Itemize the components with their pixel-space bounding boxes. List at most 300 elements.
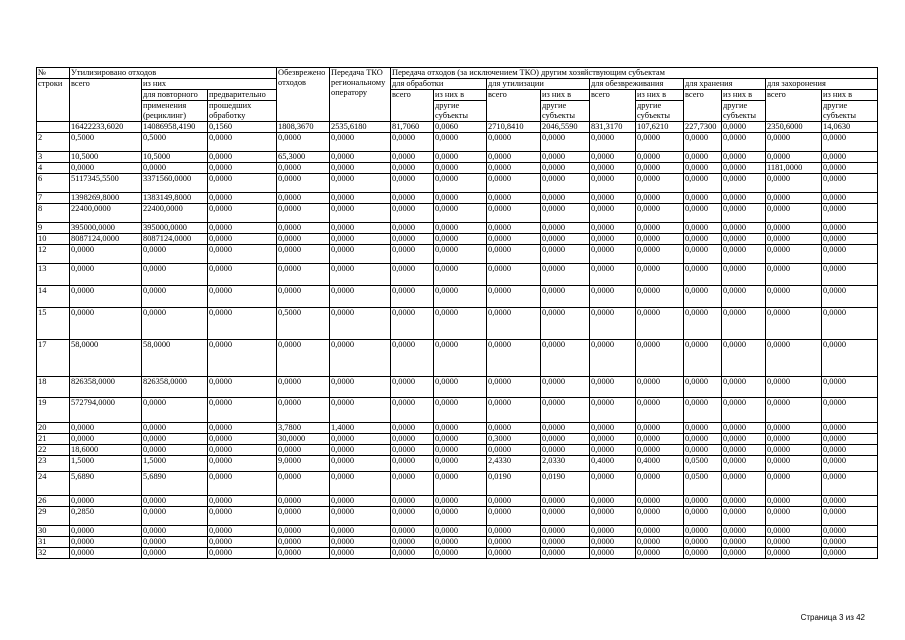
table-cell: 0,0000 xyxy=(142,163,208,174)
waste-table xyxy=(36,67,878,559)
table-cell: 0,0000 xyxy=(766,133,822,152)
table-cell: 0,0000 xyxy=(541,174,590,193)
header-sub-other-line3: субъекты xyxy=(823,111,857,120)
table-cell: 0,0000 xyxy=(70,245,142,264)
table-cell: 0,0190 xyxy=(541,472,590,496)
table-cell: 0,0000 xyxy=(541,133,590,152)
table-cell: 0,0000 xyxy=(684,445,722,456)
table-row xyxy=(37,286,878,308)
table-cell: 0,0000 xyxy=(684,496,722,507)
table-cell: 0,0000 xyxy=(722,507,766,526)
table-cell: 0,0000 xyxy=(822,223,878,234)
table-cell: 0,0000 xyxy=(277,174,330,193)
table-cell: 0,0000 xyxy=(208,445,277,456)
row-number: 32 xyxy=(37,548,70,559)
row-number: 21 xyxy=(37,434,70,445)
table-cell: 0,0000 xyxy=(541,434,590,445)
table-cell: 0,0000 xyxy=(208,193,277,204)
table-cell: 0,0000 xyxy=(822,526,878,537)
table-cell: 0,0000 xyxy=(684,434,722,445)
header-pre-line3: обработку xyxy=(209,111,246,120)
table-row xyxy=(37,507,878,526)
header-util-total: всего xyxy=(70,79,142,122)
table-cell: 2046,5590 xyxy=(541,122,590,133)
table-cell: 0,0000 xyxy=(277,537,330,548)
row-number: 31 xyxy=(37,537,70,548)
table-cell: 0,0000 xyxy=(541,193,590,204)
table-cell: 0,0000 xyxy=(208,234,277,245)
table-cell: 22400,0000 xyxy=(70,204,142,223)
table-cell: 0,4000 xyxy=(590,456,636,472)
table-row xyxy=(37,308,878,340)
row-number: 30 xyxy=(37,526,70,537)
table-cell: 0,0000 xyxy=(822,496,878,507)
table-cell: 0,0000 xyxy=(434,193,487,204)
table-cell: 0,0000 xyxy=(208,423,277,434)
table-cell: 0,0000 xyxy=(636,152,684,163)
table-row xyxy=(37,377,878,398)
header-recycle-line2: применения xyxy=(143,101,187,110)
table-cell: 0,0000 xyxy=(722,537,766,548)
table-cell: 0,0000 xyxy=(590,286,636,308)
table-cell: 0,0000 xyxy=(391,472,434,496)
table-cell: 0,0000 xyxy=(590,472,636,496)
table-cell: 0,0000 xyxy=(590,174,636,193)
table-cell: 0,0000 xyxy=(391,398,434,423)
table-cell: 0,0000 xyxy=(590,445,636,456)
table-cell: 826358,0000 xyxy=(70,377,142,398)
header-tko-line1: Передача ТКО xyxy=(331,68,383,77)
table-cell: 0,0000 xyxy=(636,507,684,526)
row-number: 23 xyxy=(37,456,70,472)
table-cell: 0,0000 xyxy=(684,234,722,245)
table-row xyxy=(37,245,878,264)
table-cell: 1,4000 xyxy=(330,423,391,434)
table-cell: 0,0000 xyxy=(277,245,330,264)
table-cell: 0,0000 xyxy=(541,423,590,434)
row-number: 14 xyxy=(37,286,70,308)
table-cell: 0,0000 xyxy=(142,537,208,548)
table-cell: 0,0000 xyxy=(277,496,330,507)
table-cell: 0,0000 xyxy=(684,377,722,398)
table-cell: 0,0000 xyxy=(590,537,636,548)
table-cell: 107,6210 xyxy=(636,122,684,133)
table-cell: 0,0000 xyxy=(142,264,208,286)
table-cell: 0,0000 xyxy=(822,264,878,286)
table-cell: 0,0000 xyxy=(766,286,822,308)
table-cell: 0,0000 xyxy=(208,537,277,548)
table-row xyxy=(37,496,878,507)
table-cell: 0,0000 xyxy=(330,163,391,174)
table-cell: 0,0000 xyxy=(822,193,878,204)
table-cell: 0,0000 xyxy=(391,308,434,340)
header-obez: Обезврежено отходов xyxy=(277,68,330,122)
table-row xyxy=(37,122,878,133)
table-cell: 9,0000 xyxy=(277,456,330,472)
header-tko xyxy=(330,68,391,122)
table-cell: 2535,6180 xyxy=(330,122,391,133)
table-cell: 0,0000 xyxy=(391,548,434,559)
table-cell: 0,0000 xyxy=(766,526,822,537)
table-cell: 2,0330 xyxy=(541,456,590,472)
table-cell: 0,0000 xyxy=(330,526,391,537)
table-cell: 0,0060 xyxy=(434,122,487,133)
table-cell: 0,0000 xyxy=(142,526,208,537)
table-cell: 0,0000 xyxy=(636,398,684,423)
table-cell: 0,0000 xyxy=(330,377,391,398)
table-cell: 0,0000 xyxy=(208,496,277,507)
row-number: 18 xyxy=(37,377,70,398)
table-cell: 0,0000 xyxy=(391,537,434,548)
table-cell: 0,0000 xyxy=(70,264,142,286)
table-cell: 0,0000 xyxy=(822,537,878,548)
table-cell: 0,0000 xyxy=(277,472,330,496)
table-cell: 0,0000 xyxy=(636,264,684,286)
table-row xyxy=(37,537,878,548)
table-cell: 0,0000 xyxy=(590,423,636,434)
table-cell: 0,0000 xyxy=(822,398,878,423)
table-cell: 826358,0000 xyxy=(142,377,208,398)
table-cell: 0,0000 xyxy=(822,445,878,456)
table-cell: 0,0000 xyxy=(330,133,391,152)
table-cell: 0,0000 xyxy=(391,193,434,204)
table-cell: 0,0000 xyxy=(684,286,722,308)
table-cell: 0,0000 xyxy=(487,264,541,286)
table-cell: 81,7060 xyxy=(391,122,434,133)
table-cell: 0,0000 xyxy=(391,423,434,434)
table-cell: 0,0000 xyxy=(330,264,391,286)
table-cell: 0,0000 xyxy=(684,423,722,434)
row-number: 24 xyxy=(37,472,70,496)
table-cell: 0,0000 xyxy=(487,377,541,398)
table-cell: 0,0000 xyxy=(766,434,822,445)
table-cell: 0,0000 xyxy=(434,445,487,456)
table-cell: 0,0000 xyxy=(208,152,277,163)
table-cell: 0,0000 xyxy=(208,245,277,264)
table-cell: 0,0000 xyxy=(277,445,330,456)
header-sub-total: всего xyxy=(684,90,722,122)
table-cell: 0,0000 xyxy=(277,548,330,559)
table-cell: 0,0000 xyxy=(434,548,487,559)
table-cell: 8087124,0000 xyxy=(70,234,142,245)
table-cell: 0,0000 xyxy=(487,223,541,234)
table-cell: 0,0000 xyxy=(590,193,636,204)
table-cell: 0,0000 xyxy=(208,204,277,223)
table-cell: 0,0000 xyxy=(434,434,487,445)
table-cell: 0,0000 xyxy=(330,204,391,223)
table-cell: 0,0000 xyxy=(684,340,722,377)
table-cell: 0,0000 xyxy=(391,204,434,223)
table-cell: 0,0000 xyxy=(487,234,541,245)
table-cell: 0,0000 xyxy=(766,377,822,398)
table-cell: 0,0000 xyxy=(277,526,330,537)
table-cell: 0,0000 xyxy=(636,496,684,507)
table-cell: 0,0000 xyxy=(330,398,391,423)
table-cell: 0,0000 xyxy=(636,193,684,204)
table-cell: 0,0000 xyxy=(487,507,541,526)
table-cell: 0,0000 xyxy=(766,496,822,507)
table-cell: 0,0000 xyxy=(722,174,766,193)
table-cell: 58,0000 xyxy=(70,340,142,377)
table-cell: 831,3170 xyxy=(590,122,636,133)
table-cell: 0,0000 xyxy=(434,398,487,423)
table-row xyxy=(37,456,878,472)
table-cell: 0,0000 xyxy=(434,264,487,286)
table-cell: 65,3000 xyxy=(277,152,330,163)
header-sub-other-line2: другие xyxy=(637,101,662,110)
table-cell: 0,0000 xyxy=(684,204,722,223)
table-cell: 0,0000 xyxy=(391,434,434,445)
table-cell: 0,0000 xyxy=(722,245,766,264)
table-cell: 0,0000 xyxy=(822,472,878,496)
table-cell: 0,0000 xyxy=(391,245,434,264)
table-cell: 0,0000 xyxy=(766,548,822,559)
table-cell: 0,0000 xyxy=(277,133,330,152)
table-cell: 0,0000 xyxy=(277,234,330,245)
table-cell: 0,0000 xyxy=(70,163,142,174)
header-sub-other-line2: другие xyxy=(542,101,567,110)
table-cell: 16422233,6020 xyxy=(70,122,142,133)
table-cell: 0,0000 xyxy=(70,526,142,537)
header-group-obr: для обработки xyxy=(391,79,487,90)
table-cell: 0,0000 xyxy=(487,537,541,548)
table-cell: 0,0000 xyxy=(766,398,822,423)
table-cell: 0,0000 xyxy=(636,286,684,308)
table-cell: 0,0000 xyxy=(391,174,434,193)
table-cell: 0,0000 xyxy=(684,264,722,286)
table-cell: 5117345,5500 xyxy=(70,174,142,193)
table-row xyxy=(37,340,878,377)
table-cell: 0,0000 xyxy=(487,174,541,193)
table-cell: 0,0000 xyxy=(684,152,722,163)
table-cell: 0,0000 xyxy=(590,496,636,507)
table-cell: 0,5000 xyxy=(70,133,142,152)
table-cell: 0,0000 xyxy=(330,472,391,496)
table-cell: 0,0000 xyxy=(391,507,434,526)
table-cell: 0,4000 xyxy=(636,456,684,472)
row-number: 29 xyxy=(37,507,70,526)
table-cell: 0,0000 xyxy=(434,340,487,377)
table-row xyxy=(37,234,878,245)
row-number: 3 xyxy=(37,152,70,163)
table-cell: 0,0000 xyxy=(636,340,684,377)
table-cell: 2,4330 xyxy=(487,456,541,472)
table-cell: 0,0000 xyxy=(766,456,822,472)
table-cell: 0,0000 xyxy=(822,234,878,245)
table-cell: 0,0000 xyxy=(636,174,684,193)
table-cell: 0,0000 xyxy=(330,174,391,193)
table-cell: 0,0000 xyxy=(330,548,391,559)
table-cell: 0,0000 xyxy=(541,163,590,174)
table-cell: 0,0000 xyxy=(636,434,684,445)
table-cell: 0,0000 xyxy=(722,264,766,286)
table-cell: 0,1560 xyxy=(208,122,277,133)
table-cell: 0,0000 xyxy=(636,537,684,548)
table-cell: 0,0000 xyxy=(684,223,722,234)
table-cell: 0,0000 xyxy=(208,398,277,423)
table-row xyxy=(37,398,878,423)
table-cell: 0,0000 xyxy=(330,507,391,526)
row-number: 26 xyxy=(37,496,70,507)
header-transfer: Передача отходов (за исключением ТКО) другим хозяйствующим субъектам xyxy=(391,68,878,79)
row-number: 15 xyxy=(37,308,70,340)
table-cell: 0,0000 xyxy=(330,152,391,163)
table-cell: 0,0000 xyxy=(391,152,434,163)
table-cell: 5,6890 xyxy=(70,472,142,496)
header-sub-other-line3: субъекты xyxy=(542,111,576,120)
table-cell: 0,0000 xyxy=(822,245,878,264)
table-cell: 3,7800 xyxy=(277,423,330,434)
table-cell: 0,0000 xyxy=(330,340,391,377)
table-cell: 0,0000 xyxy=(590,308,636,340)
table-cell: 0,0000 xyxy=(142,496,208,507)
table-cell: 2710,8410 xyxy=(487,122,541,133)
table-cell: 0,0000 xyxy=(330,234,391,245)
table-cell: 0,0000 xyxy=(722,286,766,308)
header-sub-other-line2: другие xyxy=(435,101,460,110)
table-cell: 0,0000 xyxy=(487,548,541,559)
table-cell: 395000,0000 xyxy=(70,223,142,234)
table-cell: 0,0000 xyxy=(277,223,330,234)
header-row xyxy=(37,79,878,90)
row-number: 6 xyxy=(37,174,70,193)
table-cell: 0,0000 xyxy=(636,445,684,456)
table-cell: 0,0000 xyxy=(822,434,878,445)
header-sub-other-1: из них в xyxy=(636,90,684,101)
table-cell: 0,0000 xyxy=(142,548,208,559)
table-cell: 0,0000 xyxy=(330,223,391,234)
row-number: 10 xyxy=(37,234,70,245)
table-cell: 0,0000 xyxy=(330,286,391,308)
table-cell: 0,0000 xyxy=(541,445,590,456)
table-cell: 0,0000 xyxy=(590,245,636,264)
table-cell: 0,0000 xyxy=(541,526,590,537)
table-cell: 0,0000 xyxy=(766,537,822,548)
table-cell: 0,0000 xyxy=(684,308,722,340)
table-cell: 0,0000 xyxy=(487,445,541,456)
table-cell: 0,5000 xyxy=(142,133,208,152)
table-cell: 0,0000 xyxy=(330,456,391,472)
table-cell: 0,0000 xyxy=(684,548,722,559)
table-cell: 0,0000 xyxy=(142,286,208,308)
table-cell: 0,0000 xyxy=(590,434,636,445)
table-cell: 0,0000 xyxy=(487,193,541,204)
table-cell: 0,0000 xyxy=(434,286,487,308)
table-cell: 0,0000 xyxy=(208,548,277,559)
table-cell: 0,0000 xyxy=(208,507,277,526)
table-row xyxy=(37,548,878,559)
table-cell: 0,0000 xyxy=(70,423,142,434)
table-cell: 0,0000 xyxy=(142,423,208,434)
table-cell: 0,0000 xyxy=(766,193,822,204)
table-cell: 0,0000 xyxy=(590,526,636,537)
table-cell: 0,0000 xyxy=(541,286,590,308)
table-cell: 0,0000 xyxy=(636,548,684,559)
table-cell: 0,0000 xyxy=(722,434,766,445)
header-group-util: для утилизации xyxy=(487,79,590,90)
table-row xyxy=(37,163,878,174)
header-sub-other-1: из них в xyxy=(434,90,487,101)
header-sub-other-2 xyxy=(822,101,878,122)
table-cell: 0,0000 xyxy=(434,456,487,472)
table-cell: 10,5000 xyxy=(70,152,142,163)
table-cell: 0,0000 xyxy=(722,496,766,507)
table-cell: 0,0000 xyxy=(590,223,636,234)
table-cell: 0,0000 xyxy=(391,286,434,308)
table-cell: 0,0000 xyxy=(391,264,434,286)
header-group-hran: для хранения xyxy=(684,79,766,90)
table-cell: 1181,0000 xyxy=(766,163,822,174)
table-cell: 0,3000 xyxy=(487,434,541,445)
table-cell: 0,0000 xyxy=(434,133,487,152)
table-cell: 0,0000 xyxy=(487,133,541,152)
header-sub-other-line3: субъекты xyxy=(435,111,469,120)
table-cell: 0,0000 xyxy=(722,133,766,152)
table-cell: 0,0000 xyxy=(487,286,541,308)
table-cell: 0,0000 xyxy=(434,152,487,163)
table-cell: 0,0000 xyxy=(822,204,878,223)
header-iz-nih: из них xyxy=(142,79,277,90)
header-group-obez: для обезвреживания xyxy=(590,79,684,90)
table-cell: 0,0000 xyxy=(391,456,434,472)
table-cell: 0,0000 xyxy=(487,340,541,377)
table-cell: 18,6000 xyxy=(70,445,142,456)
header-sub-other-2 xyxy=(722,101,766,122)
table-cell: 0,0000 xyxy=(766,445,822,456)
table-cell: 0,0000 xyxy=(822,340,878,377)
table-cell: 0,0000 xyxy=(590,234,636,245)
table-cell: 395000,0000 xyxy=(142,223,208,234)
table-cell: 0,0000 xyxy=(541,204,590,223)
table-cell: 0,0000 xyxy=(330,445,391,456)
table-cell: 0,0000 xyxy=(822,152,878,163)
table-cell: 0,0000 xyxy=(487,163,541,174)
header-tko-line2: региональному xyxy=(331,78,386,87)
table-cell: 0,0000 xyxy=(722,122,766,133)
table-cell: 0,0000 xyxy=(541,398,590,423)
table-cell: 0,0000 xyxy=(277,193,330,204)
table-cell: 0,0000 xyxy=(722,163,766,174)
table-cell: 0,0000 xyxy=(142,434,208,445)
table-cell: 0,0000 xyxy=(636,223,684,234)
header-sub-other-2 xyxy=(541,101,590,122)
table-cell: 58,0000 xyxy=(142,340,208,377)
table-cell: 0,0000 xyxy=(434,163,487,174)
header-recycle-line3: (рециклинг) xyxy=(143,111,187,120)
table-cell: 0,0000 xyxy=(391,163,434,174)
table-cell: 0,0000 xyxy=(391,526,434,537)
table-row xyxy=(37,133,878,152)
table-cell: 8087124,0000 xyxy=(142,234,208,245)
table-cell: 0,0000 xyxy=(142,507,208,526)
table-cell: 0,0000 xyxy=(722,398,766,423)
table-cell: 0,0000 xyxy=(208,377,277,398)
table-cell: 0,0000 xyxy=(330,193,391,204)
table-cell: 0,0000 xyxy=(766,264,822,286)
table-cell: 2350,6000 xyxy=(766,122,822,133)
header-recycle-2 xyxy=(142,101,208,122)
table-cell: 0,0000 xyxy=(590,398,636,423)
table-cell: 0,0000 xyxy=(822,507,878,526)
table-cell: 0,0000 xyxy=(208,163,277,174)
header-sub-other-1: из них в xyxy=(822,90,878,101)
table-cell: 0,0000 xyxy=(208,174,277,193)
table-cell: 0,0000 xyxy=(636,204,684,223)
table-cell: 0,0000 xyxy=(277,204,330,223)
table-cell: 0,0000 xyxy=(766,472,822,496)
row-number: 19 xyxy=(37,398,70,423)
header-row xyxy=(37,101,878,122)
